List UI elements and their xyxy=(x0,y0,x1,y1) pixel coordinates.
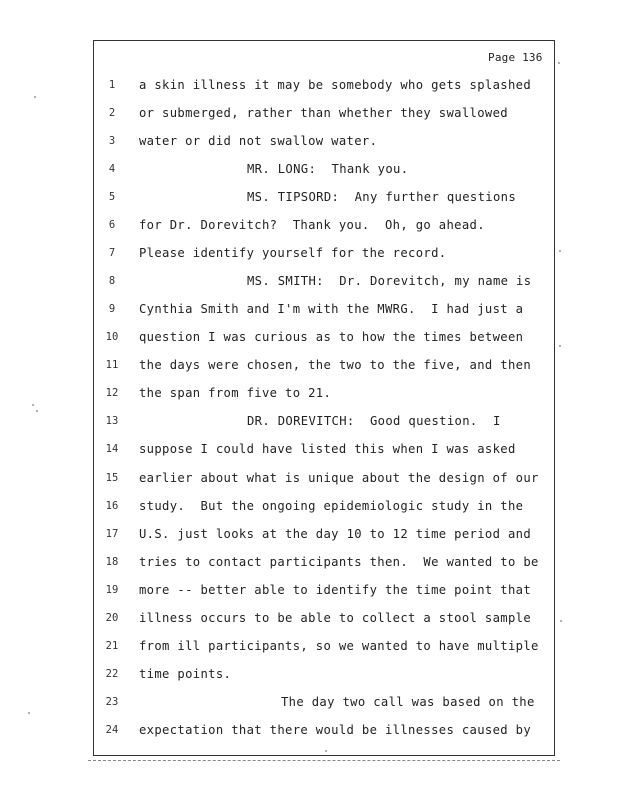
line-text: the span from five to 21. xyxy=(139,386,332,400)
line-text: U.S. just looks at the day 10 to 12 time period and xyxy=(139,527,532,541)
line-number: 11 xyxy=(105,359,119,371)
transcript-line xyxy=(0,384,618,402)
transcript-line xyxy=(0,272,618,290)
line-text: more -- better able to identify the time point that xyxy=(139,583,532,597)
transcript-line xyxy=(0,497,618,515)
line-number: 12 xyxy=(105,387,119,399)
line-number: 16 xyxy=(105,500,119,512)
transcript-line xyxy=(0,412,618,430)
transcript-line xyxy=(0,440,618,458)
line-number: 2 xyxy=(108,107,116,119)
line-text: The day two call was based on the xyxy=(281,695,535,709)
transcript-line xyxy=(0,581,618,599)
line-text: a skin illness it may be somebody who gets splashed xyxy=(139,78,532,92)
transcript-line xyxy=(0,356,618,374)
transcript-line xyxy=(0,553,618,571)
transcript-line xyxy=(0,693,618,711)
line-number: 15 xyxy=(105,472,119,484)
line-number: 22 xyxy=(105,668,119,680)
transcript-line xyxy=(0,665,618,683)
transcript-line xyxy=(0,104,618,122)
line-number: 3 xyxy=(108,135,116,147)
line-number: 8 xyxy=(108,275,116,287)
transcript-line xyxy=(0,300,618,318)
line-number: 23 xyxy=(105,696,119,708)
transcript-line xyxy=(0,721,618,739)
line-number: 21 xyxy=(105,640,119,652)
line-text: time points. xyxy=(139,667,232,681)
line-number: 13 xyxy=(105,415,119,427)
line-number: 4 xyxy=(108,163,116,175)
line-text: tries to contact participants then. We wanted to be xyxy=(139,555,539,569)
transcript-line xyxy=(0,244,618,262)
line-number: 6 xyxy=(108,219,116,231)
line-number: 5 xyxy=(108,191,116,203)
line-number: 19 xyxy=(105,584,119,596)
line-text: from ill participants, so we wanted to have multiple xyxy=(139,639,539,653)
line-text: MS. SMITH: Dr. Dorevitch, my name is xyxy=(247,274,532,288)
line-number: 17 xyxy=(105,528,119,540)
line-text: for Dr. Dorevitch? Thank you. Oh, go ahead. xyxy=(139,218,485,232)
line-text: earlier about what is unique about the design of our xyxy=(139,471,539,485)
line-text: expectation that there would be illnesses caused by xyxy=(139,723,532,737)
transcript-line xyxy=(0,216,618,234)
transcript-line xyxy=(0,637,618,655)
line-text: question I was curious as to how the times between xyxy=(139,330,524,344)
line-text: water or did not swallow water. xyxy=(139,134,378,148)
transcript-line xyxy=(0,469,618,487)
transcript-line xyxy=(0,188,618,206)
transcript-line xyxy=(0,160,618,178)
line-text: suppose I could have listed this when I was asked xyxy=(139,442,516,456)
line-number: 14 xyxy=(105,443,119,455)
page-number: Page 136 xyxy=(488,51,543,64)
line-number: 18 xyxy=(105,556,119,568)
transcript-line xyxy=(0,132,618,150)
line-text: Cynthia Smith and I'm with the MWRG. I had just a xyxy=(139,302,524,316)
line-text: Please identify yourself for the record. xyxy=(139,246,447,260)
line-number: 1 xyxy=(108,79,116,91)
line-text: study. But the ongoing epidemiologic study in the xyxy=(139,499,524,513)
transcript-line xyxy=(0,525,618,543)
line-text: the days were chosen, the two to the five, and then xyxy=(139,358,532,372)
line-number: 20 xyxy=(105,612,119,624)
line-number: 7 xyxy=(108,247,116,259)
line-text: MS. TIPSORD: Any further questions xyxy=(247,190,517,204)
line-number: 9 xyxy=(108,303,116,315)
line-text: MR. LONG: Thank you. xyxy=(247,162,409,176)
line-number: 10 xyxy=(105,331,119,343)
transcript-line xyxy=(0,609,618,627)
line-text: or submerged, rather than whether they swallowed xyxy=(139,106,508,120)
line-text: illness occurs to be able to collect a stool sample xyxy=(139,611,532,625)
line-number: 24 xyxy=(105,724,119,736)
transcript-line xyxy=(0,328,618,346)
transcript-line xyxy=(0,76,618,94)
line-text: DR. DOREVITCH: Good question. I xyxy=(247,414,501,428)
